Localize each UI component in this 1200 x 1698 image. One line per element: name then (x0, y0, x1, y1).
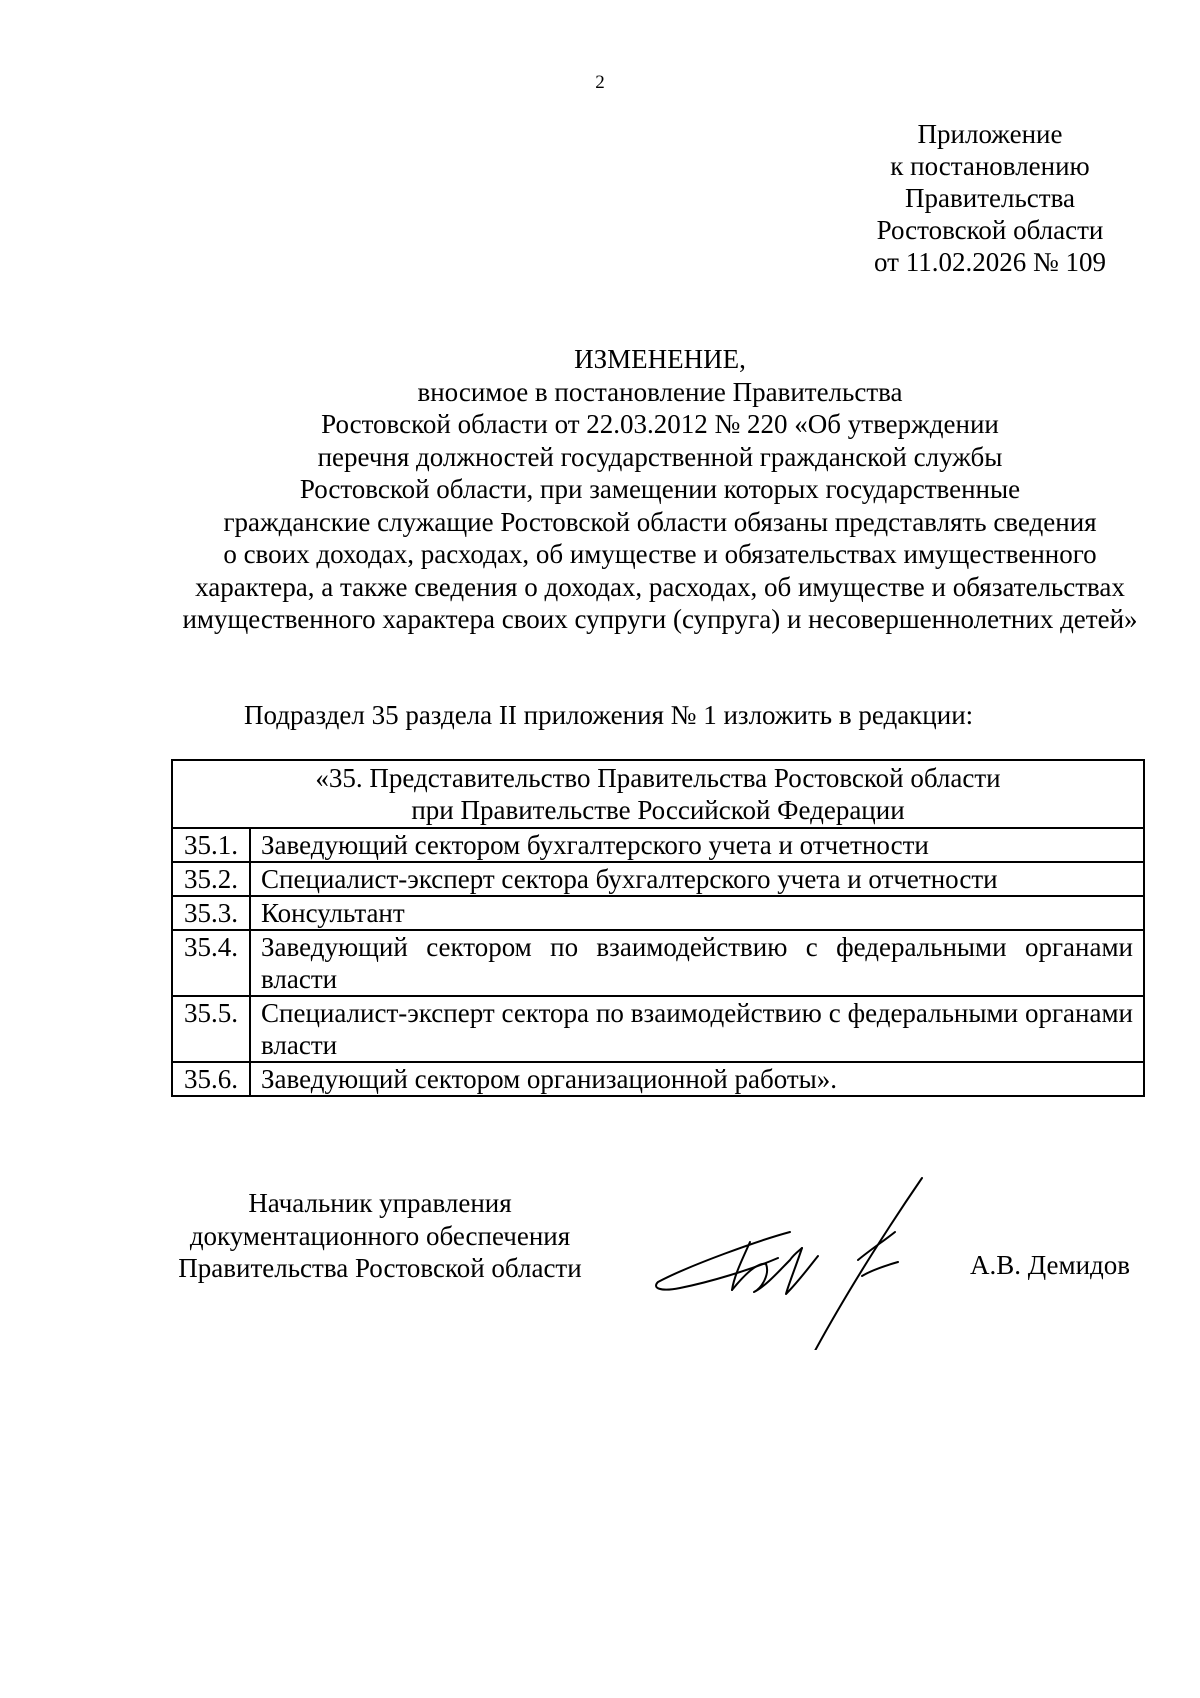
table-header-line: «35. Представительство Правительства Ростовской области (315, 763, 1001, 793)
title-line: гражданские служащие Ростовской области обязаны представлять сведения (223, 506, 1097, 537)
table-row (172, 1062, 1144, 1096)
page-number: 2 (595, 72, 605, 93)
appendix-line: от 11.02.2026 № 109 (874, 247, 1106, 277)
handwritten-signature (650, 1170, 940, 1350)
positions-table (171, 759, 1145, 1097)
row-number: 35.4. (172, 930, 250, 996)
row-number: 35.3. (172, 896, 250, 930)
row-position: Консультант (250, 896, 1144, 930)
title-line: характера, а также сведения о доходах, расходах, об имуществе и обязательствах (195, 571, 1125, 602)
row-position: Заведующий сектором бухгалтерского учета и отчетности (250, 828, 1144, 862)
title-line: Ростовской области, при замещении которых государственные (299, 474, 1021, 504)
row-position: Заведующий сектором организационной работы». (250, 1062, 1144, 1096)
row-number: 35.1. (172, 828, 250, 862)
row-number: 35.6. (172, 1062, 250, 1096)
title-line: вносимое в постановление Правительства (417, 376, 903, 407)
row-number: 35.2. (172, 862, 250, 896)
row-position: Специалист-эксперт сектора по взаимодействию с федеральными органами власти (250, 996, 1144, 1062)
appendix-line: Правительства (905, 183, 1075, 213)
row-number: 35.5. (172, 996, 250, 1062)
signatory-position-line: Правительства Ростовской области (178, 1253, 582, 1283)
signatory-position-line: документационного обеспечения (189, 1220, 571, 1251)
table-row (172, 996, 1144, 1062)
table-header-line: при Правительстве Российской Федерации (411, 795, 905, 825)
title-line: перечня должностей государственной гражданской службы (317, 441, 1003, 472)
title-line: о своих доходах, расходах, об имуществе и обязательствах имущественного (223, 539, 1097, 569)
table-row (172, 896, 1144, 930)
title-line: имущественного характера своих супруги (супруга) и несовершеннолетних детей» (182, 604, 1138, 634)
appendix-line: Приложение (917, 119, 1063, 149)
appendix-line: Ростовской области (876, 215, 1104, 245)
signatory-position-line: Начальник управления (248, 1188, 512, 1218)
row-position: Заведующий сектором по взаимодействию с федеральными органами власти (250, 930, 1144, 996)
title-line: Ростовской области от 22.03.2012 № 220 «Об утверждении (321, 409, 999, 439)
table-header-cell (172, 760, 1144, 828)
table-row (172, 930, 1144, 996)
signatory-name: А.В. Демидов (970, 1250, 1131, 1280)
appendix-line: к постановлению (890, 151, 1090, 181)
row-position: Специалист-эксперт сектора бухгалтерского учета и отчетности (250, 862, 1144, 896)
table-header-row (172, 760, 1144, 828)
title-heading: ИЗМЕНЕНИЕ, (574, 344, 746, 374)
signatory-position (160, 1187, 600, 1285)
appendix-block (820, 118, 1160, 278)
table-row (172, 862, 1144, 896)
document-title (0, 343, 1200, 636)
instruction-text: Подраздел 35 раздела II приложения № 1 изложить в редакции: (244, 700, 974, 730)
table-row (172, 828, 1144, 862)
